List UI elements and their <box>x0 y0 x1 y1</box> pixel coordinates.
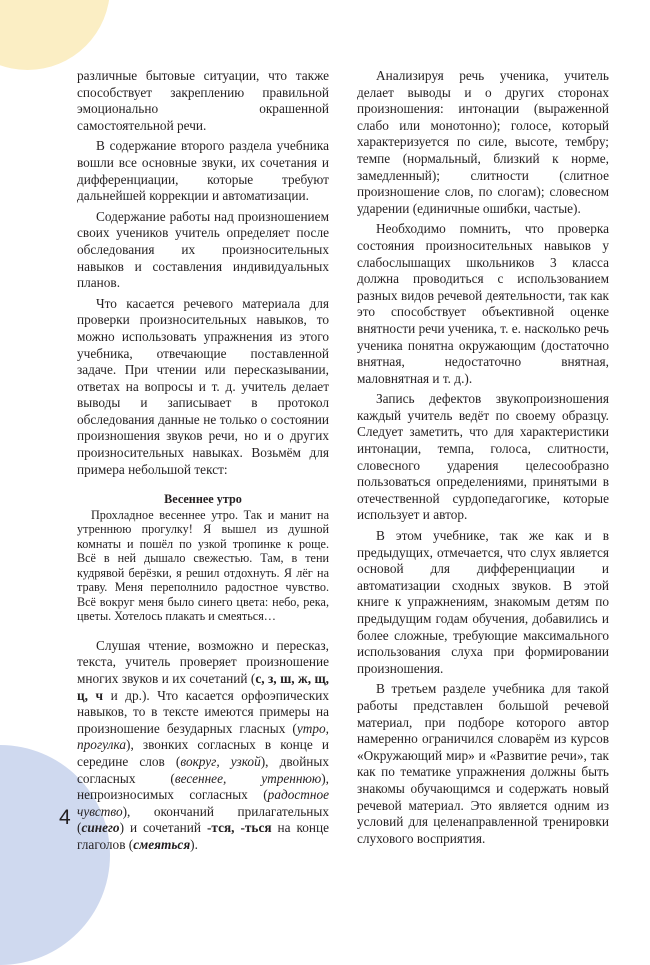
example-words: синего <box>81 820 120 836</box>
paragraph: В содержание второго раздела учебника вошли все основные звуки, их сочетания и дифференциации, которые требуют дальнейшей коррекции и автоматизации. <box>77 138 329 204</box>
text-span: Слушая чтение, возможно и пересказ, текста, учитель проверяет произношение многих звуков и их сочетаний ( <box>77 637 329 686</box>
example-words: весеннее, утреннюю <box>174 770 322 786</box>
example-text-body: Прохладное весеннее утро. Так и манит на утреннюю прогулку! Я вышел из душной комнаты и пошёл по узкой тропинке к роще. Всё в ней дышало свежестью. Там, в тени кудрявой берёзки, я решил отдохнуть. Я лёг на траву. Меня переполнило радостное чувство. Всё вокруг меня было синего цвета: небо, река, цветы. Хотелось плакать и смеяться… <box>77 507 329 624</box>
text-span: ) и сочетаний <box>119 820 207 836</box>
paragraph: Анализируя речь ученика, учитель делает выводы и о других сторонах произношения: интонации (выраженной слабо или монотонно); голосе, который характеризуется по силе, высоте, тембру; темпе (нормальный, близкий к норме, замедленный); слитности (слитное произношение слов, по слогам); словесном ударении (единичные ошибки, частые). <box>357 68 609 216</box>
decorative-circle-top <box>0 0 110 70</box>
paragraph: различные бытовые ситуации, что также способствует закреплению правильной эмоционально окрашенной самостоятельной речи. <box>77 68 329 133</box>
suffix-list: -тся, -ться <box>206 820 272 836</box>
sounds-list: с, з, ш, ж, щ, ц, ч <box>77 670 329 703</box>
text-span: ), непроизносимых согласных ( <box>77 770 329 803</box>
text-span: ), звонких согласных в конце и середине слов ( <box>77 737 329 769</box>
example-words: радостное чувство <box>77 787 329 819</box>
paragraph: Необходимо помнить, что проверка состояния произносительных навыков у слабослышащих школьников 3 класса должна проводиться с использованием разных видов речевой деятельности, так как это способствует объективной оценке внятности речи ученика, т. е. насколько речь ученика понятна окружающим (достаточно внятная, недостаточно внятная, маловнятная и т. д.). <box>357 221 609 386</box>
page-number: 4 <box>59 806 71 829</box>
paragraph-analysis <box>77 638 329 854</box>
right-column <box>357 68 609 851</box>
paragraph: Запись дефектов звукопроизношения каждый учитель ведёт по своему образцу. Следует заметить, что для характеристики интонации, темпа, голоса, слитности, словесного ударения целесообразно пользоваться определениями, принятыми в отечественной сурдопедагогике, которые использует и автор. <box>357 391 609 523</box>
paragraph: Содержание работы над произношением своих учеников учитель определяет после обследования их произносительных навыков и составления индивидуальных планов. <box>77 208 329 291</box>
left-column <box>77 68 329 857</box>
paragraph: В этом учебнике, так же как и в предыдущих, отмечается, что слух является основой для дифференциации и автоматизации сходных звуков. В этой книге к упражнениям, знакомым детям по предыдущим годам обучения, добавились и более сложные, требующие максимального использования слуха при формировании произношения. <box>357 528 609 676</box>
example-text-title: Весеннее утро <box>164 492 242 507</box>
example-words: утро, прогулка <box>77 720 329 753</box>
text-span: на конце глаголов ( <box>77 820 330 852</box>
text-span: ), двойных согласных ( <box>77 753 330 786</box>
example-words: вокруг, узкой <box>180 753 261 769</box>
text-span: и др.). Что касается орфоэпических навыков, то в тексте имеются примеры на произношение безударных гласных ( <box>77 687 329 736</box>
paragraph: В третьем разделе учебника для такой работы представлен большой речевой материал, при подборе которого автор намеренно ограничился словарём из курсов «Окружающий мир» и «Развитие речи», так как по тематике упражнения должны быть знакомы обучающимся и содержать новый речевой материал. Это является одним из условий для целенаправленной тренировки слухового восприятия. <box>357 681 609 846</box>
paragraph: Что касается речевого материала для проверки произносительных навыков, то можно использовать упражнения из этого учебника, отвечающие поставленной задаче. При чтении или пересказывании, ответах на вопросы и т. д. учитель делает выводы и записывает в протокол обследования данные не только о состоянии произношения звуков речи, но и о других произносительных навыках. Возьмём для примера небольшой текст: <box>77 295 329 477</box>
text-span: ). <box>190 836 198 852</box>
example-words: смеяться <box>133 836 191 852</box>
text-span: ), окончаний прилагательных ( <box>77 803 329 836</box>
example-text <box>77 492 329 624</box>
